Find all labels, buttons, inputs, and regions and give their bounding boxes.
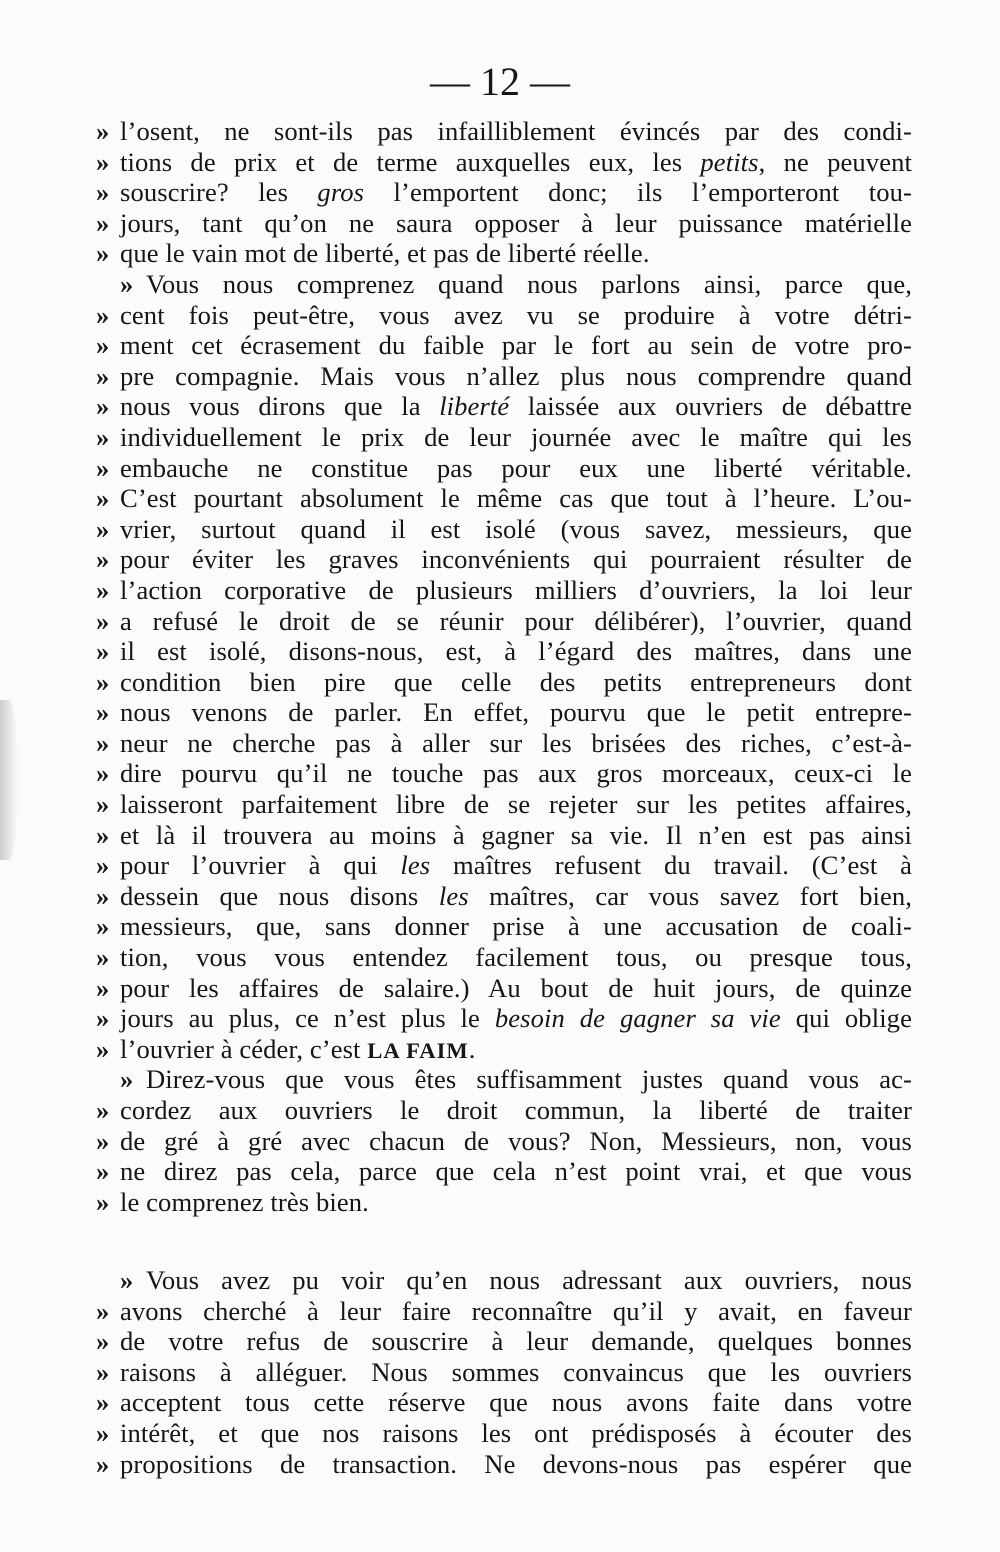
guillemet-marker: » xyxy=(96,789,110,820)
line-text: l’osent, ne sont-ils pas infailliblement évincés par des condi- xyxy=(120,116,912,146)
line-text: raisons à alléguer. Nous sommes convaincus que les ouvriers xyxy=(120,1356,912,1387)
text-line xyxy=(96,1126,912,1157)
guillemet-marker: » xyxy=(96,605,110,636)
guillemet-marker: » xyxy=(96,1186,110,1217)
guillemet-marker: » xyxy=(96,299,110,330)
guillemet-marker: » xyxy=(96,911,110,942)
guillemet-marker: » xyxy=(96,330,110,361)
line-text: laisseront parfaitement libre de se rejeter sur les petites affaires, xyxy=(120,789,912,820)
guillemet-marker: » xyxy=(96,207,110,238)
guillemet-marker: » xyxy=(96,1003,110,1034)
text-line xyxy=(96,1003,912,1034)
line-text: propositions de transaction. Ne devons-nous pas espérer que xyxy=(120,1448,912,1479)
line-text: l’ouvrier à céder, c’est LA FAIM. xyxy=(120,1033,476,1064)
text-line xyxy=(96,238,912,269)
guillemet-marker: » xyxy=(96,1448,110,1479)
text-line xyxy=(96,728,912,759)
paragraph-block-main xyxy=(96,116,912,1217)
text-line xyxy=(96,850,912,881)
guillemet-marker: » xyxy=(96,636,110,667)
line-text: ne direz pas cela, parce que cela n’est point vrai, et que vous xyxy=(120,1156,912,1187)
line-text: a refusé le droit de se réunir pour délibérer), l’ouvrier, quand xyxy=(120,605,912,636)
text-line xyxy=(96,1034,912,1065)
line-text: pour éviter les graves inconvénients qui pourraient résulter de xyxy=(120,544,912,575)
page-number: — 12 — xyxy=(430,59,570,104)
line-text: et là il trouvera au moins à gagner sa vie. Il n’en est pas ainsi xyxy=(120,819,912,850)
text-line xyxy=(96,697,912,728)
guillemet-marker: » xyxy=(120,1265,134,1295)
line-text: cent fois peut-être, vous avez vu se produire à votre détri- xyxy=(120,299,912,330)
line-text: acceptent tous cette réserve que nous avons faite dans votre xyxy=(120,1387,912,1418)
text-line xyxy=(96,391,912,422)
text-line xyxy=(96,361,912,392)
line-text: jours, tant qu’on ne saura opposer à leur puissance matérielle xyxy=(120,207,912,238)
text-line xyxy=(96,422,912,453)
guillemet-marker: » xyxy=(96,544,110,575)
guillemet-marker: » xyxy=(96,697,110,728)
line-text: avons cherché à leur faire reconnaître qu’il y avait, en faveur xyxy=(120,1295,912,1326)
text-line xyxy=(96,636,912,667)
line-text: messieurs, que, sans donner prise à une accusation de coali- xyxy=(120,911,912,942)
guillemet-marker: » xyxy=(96,116,110,146)
guillemet-marker: » xyxy=(96,1125,110,1156)
line-text: C’est pourtant absolument le même cas que tout à l’heure. L’ou- xyxy=(120,483,912,514)
guillemet-marker: » xyxy=(96,452,110,483)
text-line xyxy=(96,1095,912,1126)
text-line xyxy=(96,514,912,545)
guillemet-marker: » xyxy=(96,819,110,850)
line-text: tions de prix et de terme auxquelles eux, les petits, ne peuvent xyxy=(120,146,912,177)
line-text: dessein que nous disons les maîtres, car vous savez fort bien, xyxy=(120,880,912,911)
line-text: pour les affaires de salaire.) Au bout de huit jours, de quinze xyxy=(120,972,912,1003)
text-line xyxy=(96,789,912,820)
text-line xyxy=(96,300,912,331)
text-line xyxy=(96,881,912,912)
line-text: ment cet écrasement du faible par le fort au sein de votre pro- xyxy=(120,330,912,361)
line-text: vrier, surtout quand il est isolé (vous savez, messieurs, que xyxy=(120,513,912,544)
paragraph-block-continued xyxy=(96,1265,912,1479)
text-line xyxy=(96,820,912,851)
line-text: Direz-vous que vous êtes suffisamment justes quand vous ac- xyxy=(146,1064,912,1095)
line-text: jours au plus, ce n’est plus le besoin de gagner sa vie qui oblige xyxy=(120,1003,912,1034)
text-line xyxy=(96,1387,912,1418)
guillemet-marker: » xyxy=(96,1326,110,1357)
line-text: l’action corporative de plusieurs milliers d’ouvriers, la loi leur xyxy=(120,574,912,605)
line-text: Vous avez pu voir qu’en nous adressant aux ouvriers, nous xyxy=(146,1265,912,1295)
guillemet-marker: » xyxy=(96,421,110,452)
line-text: nous vous dirons que la liberté laissée aux ouvriers de débattre xyxy=(120,391,912,422)
text-line xyxy=(96,942,912,973)
guillemet-marker: » xyxy=(96,360,110,391)
text-line xyxy=(96,330,912,361)
line-text: pour l’ouvrier à qui les maîtres refusent du travail. (C’est à xyxy=(120,850,912,881)
text-line xyxy=(96,544,912,575)
text-line xyxy=(96,116,912,147)
text-line xyxy=(96,1326,912,1357)
text-line xyxy=(96,606,912,637)
text-line xyxy=(96,911,912,942)
line-text: que le vain mot de liberté, et pas de liberté réelle. xyxy=(120,238,650,269)
line-text: tion, vous vous entendez facilement tous, ou presque tous, xyxy=(120,942,912,973)
line-text: pre compagnie. Mais vous n’allez plus nous comprendre quand xyxy=(120,360,912,391)
guillemet-marker: » xyxy=(96,177,110,208)
guillemet-marker: » xyxy=(96,1033,110,1064)
guillemet-marker: » xyxy=(96,850,110,881)
guillemet-marker: » xyxy=(96,483,110,514)
text-line xyxy=(96,1296,912,1327)
line-text: embauche ne constitue pas pour eux une liberté véritable. xyxy=(120,452,912,483)
guillemet-marker: » xyxy=(96,1156,110,1187)
text-line xyxy=(96,483,912,514)
line-text: individuellement le prix de leur journée avec le maître qui les xyxy=(120,421,912,452)
text-line xyxy=(96,453,912,484)
guillemet-marker: » xyxy=(96,1095,110,1125)
guillemet-marker: » xyxy=(96,1387,110,1418)
line-text: de votre refus de souscrire à leur demande, quelques bonnes xyxy=(120,1326,912,1357)
text-line xyxy=(96,1357,912,1388)
guillemet-marker: » xyxy=(96,513,110,544)
line-text: cordez aux ouvriers le droit commun, la liberté de traiter xyxy=(120,1095,912,1125)
line-text: souscrire? les gros l’emportent donc; ils l’emporteront tou- xyxy=(120,177,912,208)
line-text: condition bien pire que celle des petits entrepreneurs dont xyxy=(120,666,912,697)
text-line xyxy=(96,973,912,1004)
text-line xyxy=(96,208,912,239)
line-text: dire pourvu qu’il ne touche pas aux gros morceaux, ceux-ci le xyxy=(120,758,912,789)
line-text: Vous nous comprenez quand nous parlons ainsi, parce que, xyxy=(146,268,912,299)
guillemet-marker: » xyxy=(96,727,110,758)
guillemet-marker: » xyxy=(96,146,110,177)
line-text: il est isolé, disons-nous, est, à l’égard des maîtres, dans une xyxy=(120,636,912,667)
text-line xyxy=(96,1418,912,1449)
guillemet-marker: » xyxy=(96,574,110,605)
guillemet-marker: » xyxy=(120,268,134,299)
text-line xyxy=(96,1064,912,1095)
guillemet-marker: » xyxy=(96,666,110,697)
line-text: intérêt, et que nos raisons les ont prédisposés à écouter des xyxy=(120,1417,912,1448)
text-line xyxy=(96,269,912,300)
page-edge-shadow xyxy=(0,700,18,860)
text-line xyxy=(96,1156,912,1187)
line-text: le comprenez très bien. xyxy=(120,1186,369,1217)
text-line xyxy=(96,575,912,606)
guillemet-marker: » xyxy=(96,880,110,911)
line-text: neur ne cherche pas à aller sur les brisées des riches, c’est-à- xyxy=(120,727,912,758)
guillemet-marker: » xyxy=(96,972,110,1003)
guillemet-marker: » xyxy=(96,758,110,789)
guillemet-marker: » xyxy=(96,238,110,269)
text-line xyxy=(96,758,912,789)
line-text: nous venons de parler. En effet, pourvu que le petit entrepre- xyxy=(120,697,912,728)
text-line xyxy=(96,147,912,178)
text-line xyxy=(96,1265,912,1296)
guillemet-marker: » xyxy=(96,1356,110,1387)
guillemet-marker: » xyxy=(96,942,110,973)
text-line xyxy=(96,177,912,208)
guillemet-marker: » xyxy=(96,1417,110,1448)
line-text: de gré à gré avec chacun de vous? Non, Messieurs, non, vous xyxy=(120,1125,912,1156)
text-line xyxy=(96,1449,912,1480)
text-line xyxy=(96,1187,912,1218)
text-line xyxy=(96,667,912,698)
guillemet-marker: » xyxy=(96,1295,110,1326)
guillemet-marker: » xyxy=(96,391,110,422)
guillemet-marker: » xyxy=(120,1064,134,1095)
